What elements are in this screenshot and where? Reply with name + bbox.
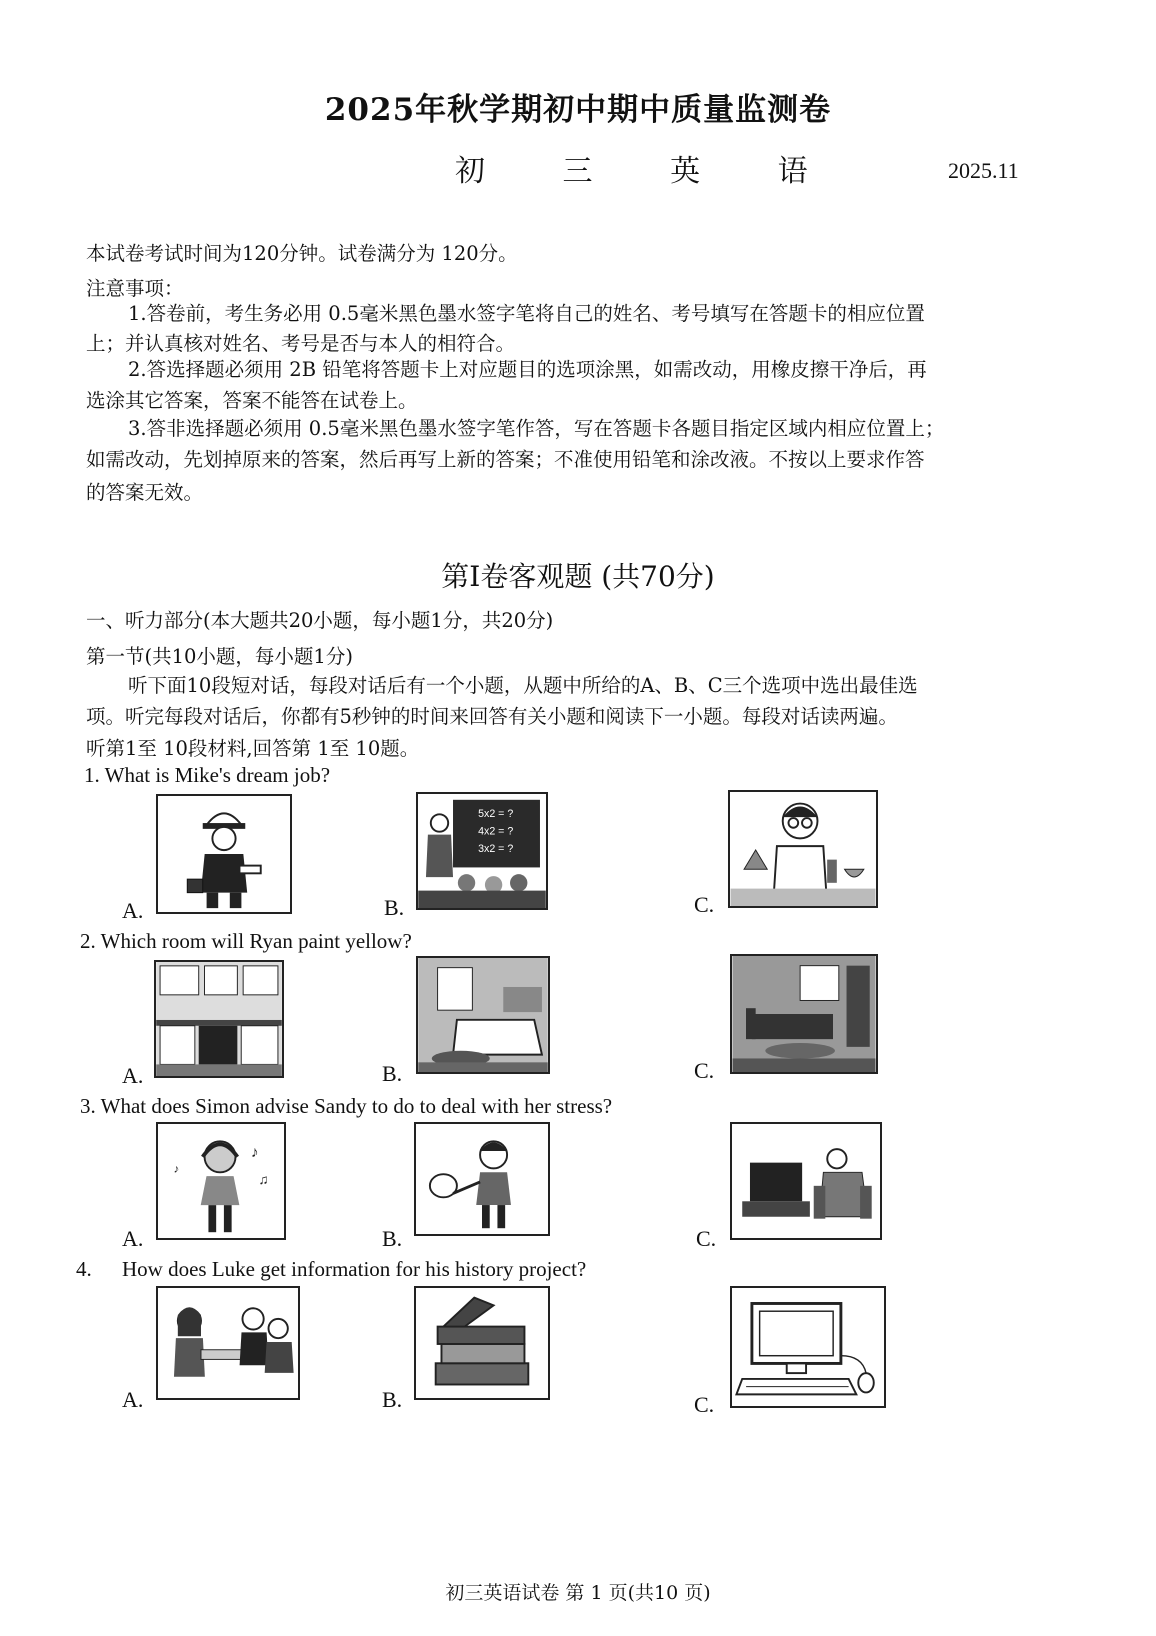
- page-footer: 初三英语试卷 第 1 页(共10 页): [445, 1582, 711, 1604]
- note-1-line-1: 1.答卷前，考生务必用 0.5毫米黑色墨水签字笔将自己的姓名、考号填写在答题卡的相应位置: [128, 302, 925, 325]
- section-title: 第Ⅰ卷客观题 (共70分): [441, 560, 715, 593]
- directions-line-2: 项。听完每段对话后，你都有5秒钟的时间来回答有关小题和阅读下一小题。每段对话读两遍。: [86, 705, 898, 728]
- question-4-option-b: B.: [382, 1387, 403, 1412]
- question-3-option-c: C.: [696, 1226, 717, 1251]
- question-1-option-c: C.: [694, 892, 715, 917]
- question-4-option-c: C.: [694, 1392, 715, 1417]
- directions-line-1: 听下面10段短对话，每段对话后有一个小题，从题中所给的A、B、C三个选项中选出最佳选: [128, 674, 918, 697]
- directions-line-3: 听第1至 10段材料,回答第 1至 10题。: [86, 737, 420, 760]
- construction-worker-image: [156, 794, 292, 914]
- question-4-number: 4.: [76, 1257, 92, 1281]
- note-3-line-2: 如需改动，先划掉原来的答案，然后再写上新的答案；不准使用铅笔和涂改液。不按以上要求作答: [86, 448, 925, 471]
- exam-date: 2025.11: [948, 158, 1019, 183]
- note-3-line-1: 3.答非选择题必须用 0.5毫米黑色墨水签字笔作答，写在答题卡各题目指定区域内相应位置上；: [128, 417, 945, 440]
- sub-section-heading: 第一节(共10小题，每小题1分): [86, 645, 353, 668]
- note-1-line-2: 上；并认真核对姓名、考号是否与本人的相符合。: [86, 332, 516, 355]
- computer-image: [730, 1286, 886, 1408]
- note-2-line-2: 选涂其它答案，答案不能答在试卷上。: [86, 389, 418, 412]
- part-1-heading: 一、听力部分(本大题共20小题，每小题1分，共20分): [86, 609, 554, 632]
- svg-text:♫: ♫: [258, 1171, 269, 1187]
- listening-music-image: [156, 1122, 286, 1240]
- svg-text:♪: ♪: [173, 1162, 180, 1176]
- question-2-option-b: B.: [382, 1061, 403, 1086]
- exam-title: 2025年秋学期初中期中质量监测卷: [324, 92, 832, 128]
- question-2-option-c: C.: [694, 1058, 715, 1083]
- note-3-line-3: 的答案无效。: [86, 481, 204, 504]
- question-4-text: How does Luke get information for his history project?: [122, 1257, 587, 1281]
- question-1-option-a: A.: [122, 898, 144, 923]
- question-3-option-a: A.: [122, 1226, 144, 1251]
- question-1-text: 1. What is Mike's dream job?: [84, 763, 331, 787]
- notes-label: 注意事项：: [86, 277, 184, 300]
- scientist-image: [728, 790, 878, 908]
- exam-subject: 初 三 英 语: [455, 154, 842, 189]
- question-3-option-b: B.: [382, 1226, 403, 1251]
- question-1-option-b: B.: [384, 895, 405, 920]
- living-room-image: [730, 954, 878, 1074]
- blackboard-line-1: 5x2 = ?: [478, 808, 514, 821]
- kitchen-image: [154, 960, 284, 1078]
- question-2-text: 2. Which room will Ryan paint yellow?: [80, 929, 412, 953]
- teacher-image: [416, 792, 548, 910]
- blackboard-line-3: 3x2 = ?: [478, 842, 514, 855]
- question-3-text: 3. What does Simon advise Sandy to do to deal with her stress?: [80, 1094, 613, 1118]
- books-image: [414, 1286, 550, 1400]
- watching-tv-image: [730, 1122, 882, 1240]
- blackboard-line-2: 4x2 = ?: [478, 825, 514, 838]
- exam-time-line: 本试卷考试时间为120分钟。试卷满分为 120分。: [86, 242, 518, 265]
- question-4-option-a: A.: [122, 1387, 144, 1412]
- playing-badminton-image: [414, 1122, 550, 1236]
- interviewing-people-image: [156, 1286, 300, 1400]
- note-2-line-1: 2.答选择题必须用 2B 铅笔将答题卡上对应题目的选项涂黑，如需改动，用橡皮擦干净后，再: [128, 358, 927, 381]
- question-2-option-a: A.: [122, 1063, 144, 1088]
- svg-text:♪: ♪: [250, 1143, 259, 1161]
- bedroom-image: [416, 956, 550, 1074]
